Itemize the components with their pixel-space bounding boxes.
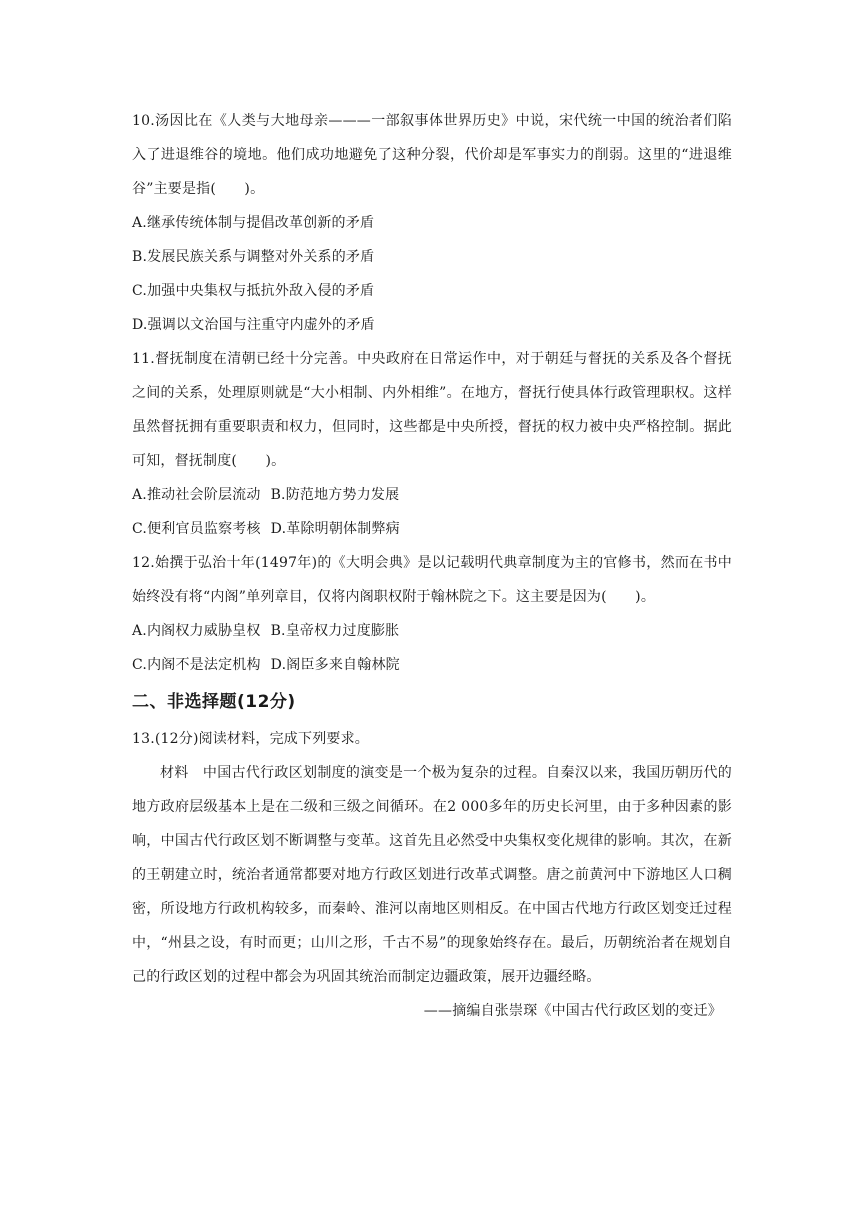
question-12-option-a: A.内阁权力威胁皇权	[132, 623, 261, 639]
question-11-option-b: B.防范地方势力发展	[270, 487, 400, 503]
question-12-option-d: D.阁臣多来自翰林院	[270, 657, 400, 673]
question-12-options-row-1	[132, 614, 732, 648]
question-10-option-d: D.强调以文治国与注重守内虚外的矛盾	[132, 317, 375, 333]
question-11-stem: 11.督抚制度在清朝已经十分完善。中央政府在日常运作中，对于朝廷与督抚的关系及各个督抚之间的关系，处理原则就是“大小相制、内外相维”。在地方，督抚行使具体行政管理职权。这样虽然督抚拥有重要职责和权力，但同时，这些都是中央所授，督抚的权力被中央严格控制。据此可知，督抚制度( )。	[132, 351, 732, 469]
document-content	[132, 104, 732, 1028]
question-13-material: 材料 中国古代行政区划制度的演变是一个极为复杂的过程。自秦汉以来，我国历朝历代的地方政府层级基本上是在二级和三级之间循环。在2 000多年的历史长河里，由于多种因素的影响，中国古代行政区划不断调整与变革。这首先且必然受中央集权变化规律的影响。其次，在新的王朝建立时，统治者通常都要对地方行政区划进行改革式调整。唐之前黄河中下游地区人口稠密，所设地方行政机构较多，而秦岭、淮河以南地区则相反。在中国古代地方行政区划变迁过程中，“州县之设，有时而更；山川之形，千古不易”的现象始终存在。最后，历朝统治者在规划自己的行政区划的过程中都会为巩固其统治而制定边疆政策，展开边疆经略。	[132, 765, 732, 985]
question-11-option-c: C.便利官员监察考核	[132, 521, 261, 537]
question-11-option-a: A.推动社会阶层流动	[132, 487, 261, 503]
question-10-option-a: A.继承传统体制与提倡改革创新的矛盾	[132, 215, 375, 231]
question-12-option-b: B.皇帝权力过度膨胀	[270, 623, 400, 639]
question-10-option-b: B.发展民族关系与调整对外关系的矛盾	[132, 249, 375, 265]
question-12-option-c: C.内阁不是法定机构	[132, 657, 261, 673]
question-12-options-row-2	[132, 648, 732, 682]
section-2-heading: 二、非选择题(12分)	[132, 692, 296, 712]
question-13	[132, 722, 732, 1028]
question-10	[132, 104, 732, 342]
question-12-stem: 12.始撰于弘治十年(1497年)的《大明会典》是以记载明代典章制度为主的官修书，然而在书中始终没有将“内阁”单列章目，仅将内阁职权附于翰林院之下。这主要是因为( )。	[132, 555, 732, 605]
question-11-options-row-1	[132, 478, 732, 512]
question-12	[132, 546, 732, 682]
question-11-option-d: D.革除明朝体制弊病	[270, 521, 400, 537]
question-10-stem: 10.汤因比在《人类与大地母亲———一部叙事体世界历史》中说，宋代统一中国的统治者们陷入了进退维谷的境地。他们成功地避免了这种分裂，代价却是军事实力的削弱。这里的“进退维谷”主要是指( )。	[132, 113, 732, 197]
question-10-option-c: C.加强中央集权与抵抗外敌入侵的矛盾	[132, 283, 375, 299]
question-13-source: ——摘编自张崇琛《中国古代行政区划的变迁》	[423, 1003, 722, 1019]
question-13-stem: 13.(12分)阅读材料，完成下列要求。	[132, 731, 370, 747]
question-11-options-row-2	[132, 512, 732, 546]
question-11	[132, 342, 732, 546]
